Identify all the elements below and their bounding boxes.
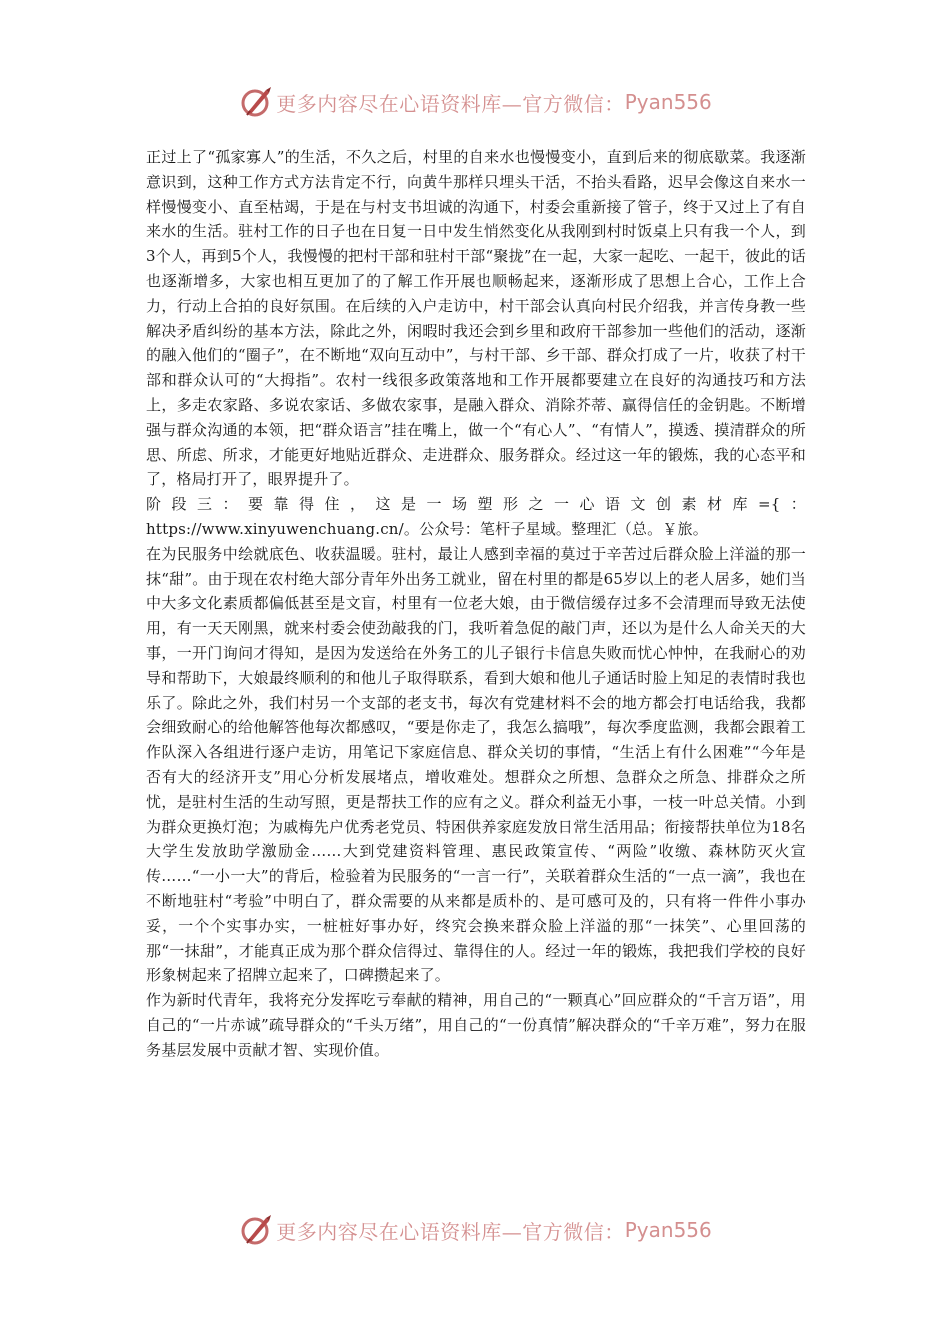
document-body (146, 145, 806, 1062)
quill-pen-logo-icon (238, 1212, 274, 1248)
paragraph-1: 正过上了“孤家寡人”的生活，不久之后，村里的自来水也慢慢变小，直到后来的彻底歇菜。我逐渐意识到，这种工作方式方法肯定不行，向黄牛那样只埋头干活，不抬头看路，迟早会像这自来水一样慢慢变小、直至枯竭，于是在与村支书坦诚的沟通下，村委会重新接了管子，终于又过上了有自来水的生活。驻村工作的日子也在日复一日中发生悄然变化从我刚到村时饭桌上只有我一个人，到3个人，再到5个人，我慢慢的把村干部和驻村干部“聚拢”在一起，大家一起吃、一起干，彼此的话也逐渐增多，大家也相互更加了的了解工作开展也顺畅起来，逐渐形成了思想上合心，工作上合力，行动上合拍的良好氛围。在后续的入户走访中，村干部会认真向村民介绍我，并言传身教一些解决矛盾纠纷的基本方法，除此之外，闲暇时我还会到乡里和政府干部参加一些他们的活动，逐渐的融入他们的“圈子”，在不断地“双向互动中”，与村干部、乡干部、群众打成了一片，收获了村干部和群众认可的“大拇指”。农村一线很多政策落地和工作开展都要建立在良好的沟通技巧和方法上，多走农家路、多说农家话、多做农家事，是融入群众、消除芥蒂、赢得信任的金钥匙。不断增强与群众沟通的本领，把“群众语言”挂在嘴上，做一个“有心人”、“有情人”，摸透、摸清群众的所思、所虑、所求，才能更好地贴近群众、走进群众、服务群众。经过这一年的锻炼，我的心态平和了，格局打开了，眼界提升了。 (146, 148, 806, 489)
header-banner-wechat-id: Pyan556 (624, 90, 712, 114)
header-banner (0, 82, 950, 122)
footer-banner-text: 更多内容尽在心语资料库—官方微信： (276, 1219, 625, 1244)
footer-banner (0, 1210, 950, 1250)
paragraph-4: 作为新时代青年，我将充分发挥吃亏奉献的精神，用自己的“一颗真心”回应群众的“千言万语”，用自己的“一片赤诚”疏导群众的“千头万绪”，用自己的“一份真情”解决群众的“千辛万难”，努力在服务基层发展中贡献才智、实现价值。 (146, 991, 806, 1059)
paragraph-2: 阶段三：要靠得住，这是一场塑形之一心语文创素材库={：https://www.xinyuwenchuang.cn/。公众号：笔杆子星域。整理汇（总。￥旅。 (146, 495, 806, 538)
footer-banner-wechat-id: Pyan556 (624, 1218, 712, 1242)
paragraph-3: 在为民服务中绘就底色、收获温暖。驻村，最让人感到幸福的莫过于辛苦过后群众脸上洋溢的那一抹“甜”。由于现在农村绝大部分青年外出务工就业，留在村里的都是65岁以上的老人居多，她们当中大多文化素质都偏低甚至是文盲，村里有一位老大娘，由于微信缓存过多不会清理而导致无法使用，有一天天刚黑，就来村委会使劲敲我的门，我听着急促的敲门声，还以为是什么人命关天的大事，一开门询问才得知，是因为发送给在外务工的儿子银行卡信息失败而忧心忡忡，在我耐心的劝导和帮助下，大娘最终顺利的和他儿子取得联系，看到大娘和他儿子通话时脸上知足的表情时我也乐了。除此之外，我们村另一个支部的老支书，每次有党建材料不会的地方都会打电话给我，我都会细致耐心的给他解答他每次都感叹，“要是你走了，我怎么搞哦”，每次季度监测，我都会跟着工作队深入各组进行逐户走访，用笔记下家庭信息、群众关切的事情，“生活上有什么困难”“今年是否有大的经济开支”用心分析发展堵点，增收难处。想群众之所想、急群众之所急、排群众之所忧，是驻村生活的生动写照，更是帮扶工作的应有之义。群众利益无小事，一枝一叶总关情。小到为群众更换灯泡；为戚梅先户优秀老党员、特困供养家庭发放日常生活用品；衔接帮扶单位为18名大学生发放助学激励金……大到党建资料管理、惠民政策宣传、“两险”收缴、森林防灭火宣传……“一小一大”的背后，检验着为民服务的“一言一行”，关联着群众生活的“一点一滴”，我也在不断地驻村“考验”中明白了，群众需要的从来都是质朴的、是可感可及的，只有将一件件小事办妥，一个个实事办实，一桩桩好事办好，终究会换来群众脸上洋溢的那“一抹笑”、心里回荡的那“一抹甜”，才能真正成为那个群众信得过、靠得住的人。经过一年的锻炼，我把我们学校的良好形象树起来了招牌立起来了，口碑攒起来了。 (146, 544, 806, 985)
quill-pen-logo-icon (238, 84, 274, 120)
header-banner-text: 更多内容尽在心语资料库—官方微信： (276, 91, 625, 116)
